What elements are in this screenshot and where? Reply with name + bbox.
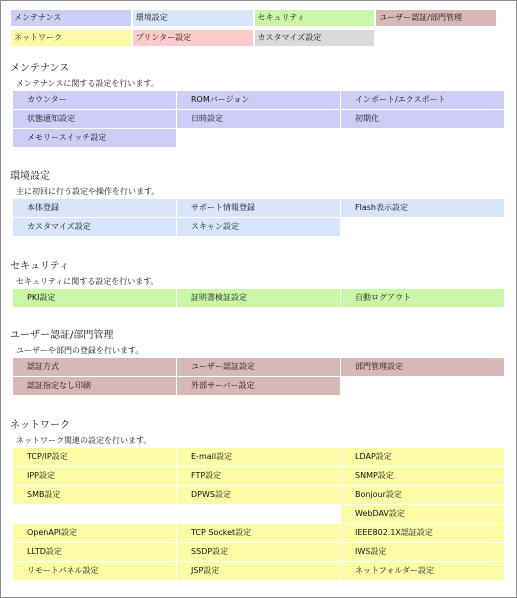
settings-link[interactable]: 状態通知設定	[13, 110, 176, 128]
nav-tab[interactable]: メンテナンス	[10, 9, 132, 27]
section-title: 環境設定	[10, 171, 50, 182]
settings-link[interactable]: 認証指定なし印刷	[13, 377, 176, 395]
settings-link[interactable]: IPP設定	[13, 467, 176, 485]
settings-grid	[13, 91, 503, 147]
settings-link[interactable]: インポート/エクスポート	[341, 91, 504, 109]
settings-link[interactable]: 外部サーバー設定	[177, 377, 340, 395]
nav-tab-empty	[375, 29, 497, 47]
empty-cell	[341, 377, 504, 395]
settings-link[interactable]: SSDP設定	[177, 543, 340, 561]
empty-cell	[177, 505, 340, 523]
nav-row-2	[10, 29, 497, 47]
empty-cell	[177, 129, 340, 147]
settings-link[interactable]: SNMP設定	[341, 467, 504, 485]
section	[10, 61, 503, 147]
section-description: セキュリティに関する設定を行います。	[16, 277, 159, 286]
nav-tab[interactable]: プリンター設定	[132, 29, 254, 47]
settings-grid	[13, 199, 503, 236]
nav-tab[interactable]: ユーザー認証/部門管理	[375, 9, 497, 27]
settings-link[interactable]: メモリースイッチ設定	[13, 129, 176, 147]
settings-link[interactable]: カスタマイズ設定	[13, 218, 176, 236]
section-description: ネットワーク関連の設定を行います。	[16, 436, 152, 445]
settings-grid	[13, 358, 503, 395]
settings-link[interactable]: 自動ログアウト	[341, 289, 504, 307]
section	[10, 259, 503, 307]
nav-tab[interactable]: カスタマイズ設定	[254, 29, 376, 47]
settings-link[interactable]: DPWS設定	[177, 486, 340, 504]
settings-link[interactable]: スキャン設定	[177, 218, 340, 236]
section	[10, 418, 503, 580]
settings-link[interactable]: 認証方式	[13, 358, 176, 376]
section-description: メンテナンスに関する設定を行います。	[16, 79, 159, 88]
nav-tab[interactable]: 環境設定	[132, 9, 254, 27]
section-title: セキュリティ	[10, 261, 69, 272]
settings-link[interactable]: LLTD設定	[13, 543, 176, 561]
empty-cell	[341, 218, 504, 236]
settings-link[interactable]: TCP/IP設定	[13, 448, 176, 466]
section-description: ユーザーや部門の登録を行います。	[16, 346, 144, 355]
settings-link[interactable]: JSP設定	[177, 562, 340, 580]
settings-link[interactable]: 初期化	[341, 110, 504, 128]
settings-link[interactable]: Bonjour設定	[341, 486, 504, 504]
settings-link[interactable]: ROMバージョン	[177, 91, 340, 109]
top-navigation	[10, 9, 497, 49]
section-title: ユーザー認証/部門管理	[10, 330, 114, 341]
settings-link[interactable]: IWS設定	[341, 543, 504, 561]
section	[10, 328, 503, 395]
settings-link[interactable]: Flash表示設定	[341, 199, 504, 217]
settings-link[interactable]: FTP設定	[177, 467, 340, 485]
settings-link[interactable]: ユーザー認証設定	[177, 358, 340, 376]
settings-link[interactable]: E-mail設定	[177, 448, 340, 466]
nav-tab[interactable]: ネットワーク	[10, 29, 132, 47]
settings-link[interactable]: 部門管理設定	[341, 358, 504, 376]
settings-link[interactable]: カウンター	[13, 91, 176, 109]
settings-grid	[13, 448, 503, 580]
settings-link[interactable]: IEEE802.1X認証設定	[341, 524, 504, 542]
settings-link[interactable]: LDAP設定	[341, 448, 504, 466]
nav-row-1	[10, 9, 497, 27]
settings-grid	[13, 289, 503, 307]
settings-link[interactable]: 日時設定	[177, 110, 340, 128]
settings-link[interactable]: TCP Socket設定	[177, 524, 340, 542]
empty-cell	[341, 129, 504, 147]
settings-link[interactable]: サポート情報登録	[177, 199, 340, 217]
settings-link[interactable]: WebDAV設定	[341, 505, 504, 523]
settings-link[interactable]: OpenAPI設定	[13, 524, 176, 542]
section-title: メンテナンス	[10, 63, 70, 74]
settings-link[interactable]: 本体登録	[13, 199, 176, 217]
settings-link[interactable]: SMB設定	[13, 486, 176, 504]
nav-tab[interactable]: セキュリティ	[254, 9, 376, 27]
settings-link[interactable]: ネットフォルダー設定	[341, 562, 504, 580]
section-description: 主に初回に行う設定や操作を行います。	[16, 187, 160, 196]
section-title: ネットワーク	[10, 420, 70, 431]
section	[10, 169, 503, 236]
empty-cell	[13, 505, 176, 523]
settings-link[interactable]: 証明書検証設定	[177, 289, 340, 307]
settings-link[interactable]: PKI設定	[13, 289, 176, 307]
settings-link[interactable]: リモートパネル設定	[13, 562, 176, 580]
